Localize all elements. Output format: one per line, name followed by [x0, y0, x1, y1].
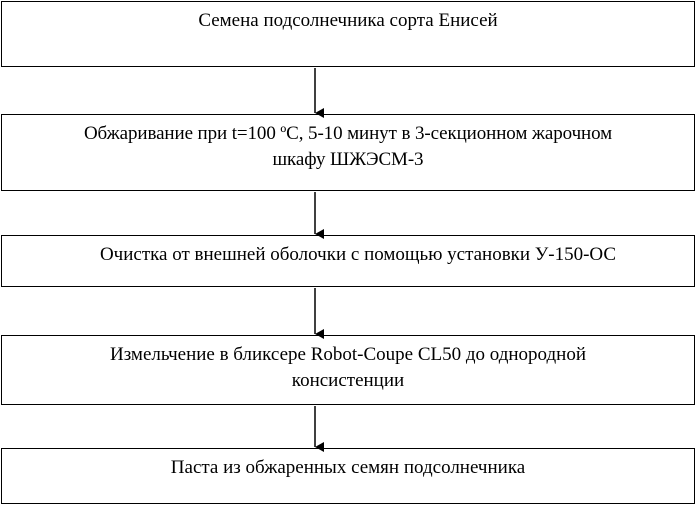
step-label-seeds: Семена подсолнечника сорта Енисей — [198, 10, 498, 31]
step-label-grinding: Измельчение в бликсере Robot-Coupe CL50 до однородной консистенции — [109, 344, 587, 391]
step-box-roasting — [1, 114, 695, 191]
step-box-paste — [1, 448, 695, 504]
step-label-paste: Паста из обжаренных семян подсолнечника — [170, 457, 526, 478]
step-box-hulling — [1, 235, 695, 287]
step-box-seeds — [1, 1, 695, 67]
step-label-hulling: Очистка от внешней оболочки с помощью установки У-150-ОС — [99, 244, 617, 265]
step-box-grinding — [1, 335, 695, 405]
step-label-roasting: Обжаривание при t=100 ºС, 5-10 минут в 3-секционном жарочном шкафу ШЖЭСМ-3 — [83, 123, 613, 170]
